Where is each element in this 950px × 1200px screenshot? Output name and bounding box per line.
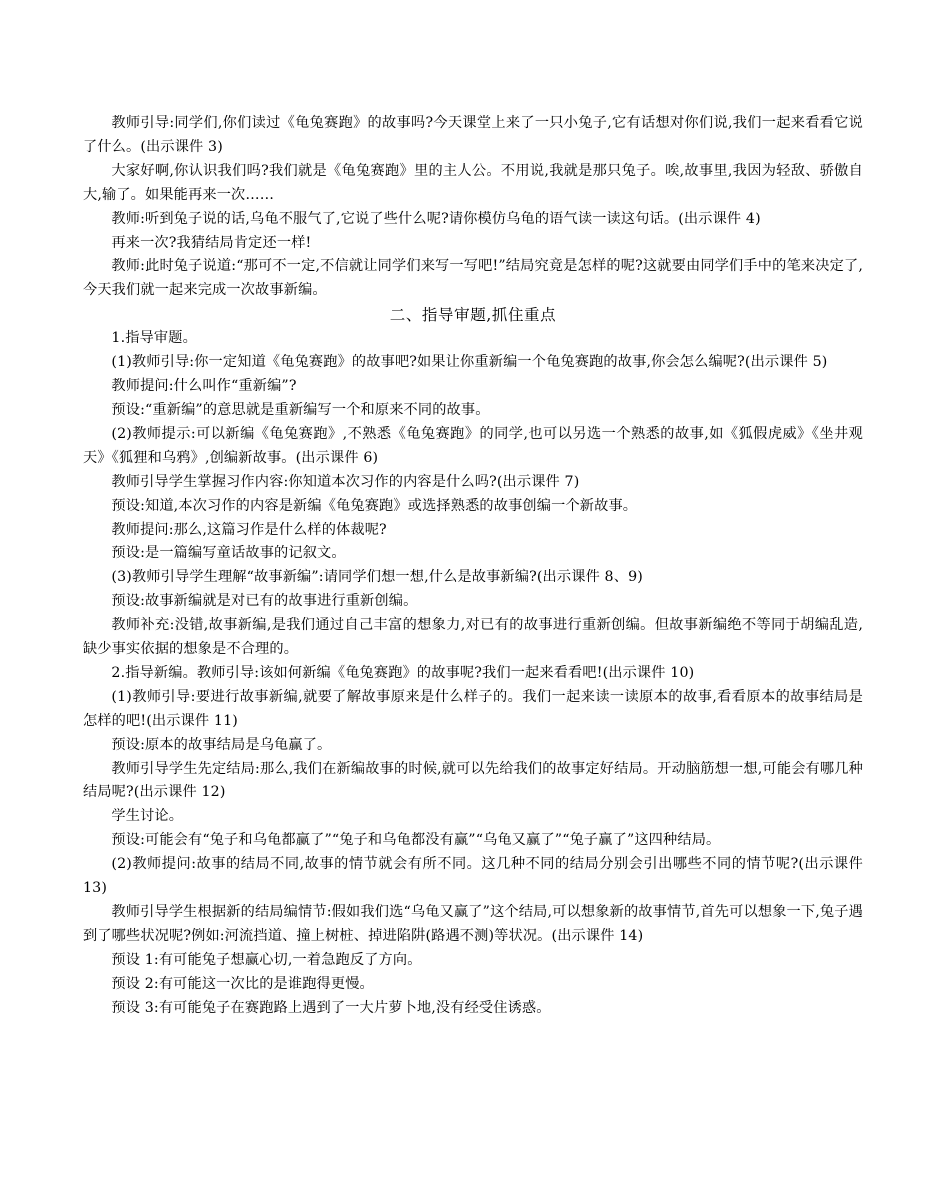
- intro-paragraph: 教师:听到兔子说的话,乌龟不服气了,它说了些什么呢?请你模仿乌龟的语气读一读这句话。(出示课件 4): [111, 210, 761, 227]
- body-paragraph: 预设:故事新编就是对已有的故事进行重新创编。: [111, 593, 418, 610]
- body-paragraph: 教师引导学生先定结局:那么,我们在新编故事的时候,就可以先给我们的故事定好结局。开动脑筋想一想,可能会有哪几种结局呢?(出示课件 12): [83, 760, 863, 801]
- body-paragraph: 学生讨论。: [111, 808, 184, 825]
- body-paragraph: (2)教师提示:可以新编《龟兔赛跑》,不熟悉《龟兔赛跑》的同学,也可以另选一个熟悉的故事,如《狐假虎威》《坐井观天》《狐狸和乌鸦》,创编新故事。(出示课件 6): [83, 425, 863, 466]
- body-paragraph: (1)教师引导:你一定知道《龟兔赛跑》的故事吧?如果让你重新编一个龟兔赛跑的故事,你会怎么编呢?(出示课件 5): [111, 354, 828, 371]
- body-paragraph: 预设:可能会有“兔子和乌龟都赢了”“兔子和乌龟都没有赢”“乌龟又赢了”“兔子赢了”这四种结局。: [111, 832, 721, 849]
- body-paragraph: 预设:是一篇编写童话故事的记叙文。: [111, 545, 346, 562]
- body-paragraph: (3)教师引导学生理解“故事新编”:请同学们想一想,什么是故事新编?(出示课件 8、9): [111, 569, 643, 586]
- body-paragraph: 预设 3:有可能兔子在赛跑路上遇到了一大片萝卜地,没有经受住诱惑。: [111, 999, 551, 1016]
- document-page: [83, 112, 863, 1021]
- body-paragraph: (2)教师提问:故事的结局不同,故事的情节就会有所不同。这几种不同的结局分别会引出哪些不同的情节呢?(出示课件 13): [83, 856, 863, 897]
- body-paragraph: 教师提问:那么,这篇习作是什么样的体裁呢?: [111, 521, 387, 538]
- body-paragraph: 教师引导学生根据新的结局编情节:假如我们选“乌龟又赢了”这个结局,可以想象新的故事情节,首先可以想象一下,兔子遇到了哪些状况呢?例如:河流挡道、撞上树桩、掉进陷阱(路遇不测)等状况。(出示课件 14): [83, 904, 863, 944]
- body-paragraph: 预设:“重新编”的意思就是重新编写一个和原来不同的故事。: [111, 401, 490, 418]
- body-paragraph: 预设 1:有可能兔子想赢心切,一着急跑反了方向。: [111, 951, 422, 968]
- body-paragraph: 2.指导新编。教师引导:该如何新编《龟兔赛跑》的故事呢?我们一起来看看吧!(出示课件 10): [111, 664, 695, 681]
- body-paragraph: 教师提问:什么叫作“重新编”?: [111, 378, 297, 395]
- body-paragraph: 教师引导学生掌握习作内容:你知道本次习作的内容是什么吗?(出示课件 7): [111, 473, 580, 490]
- intro-paragraph: 再来一次?我猜结局肯定还一样!: [111, 234, 312, 251]
- body-paragraph: (1)教师引导:要进行故事新编,就要了解故事原来是什么样子的。我们一起来读一读原本的故事,看看原本的故事结局是怎样的吧!(出示课件 11): [83, 688, 863, 729]
- body-paragraph: 1.指导审题。: [111, 330, 197, 347]
- body-paragraph: 教师补充:没错,故事新编,是我们通过自己丰富的想象力,对已有的故事进行重新创编。但故事新编绝不等同于胡编乱造,缺少事实依据的想象是不合理的。: [83, 617, 863, 658]
- intro-paragraph: 教师引导:同学们,你们读过《龟兔赛跑》的故事吗?今天课堂上来了一只小兔子,它有话想对你们说,我们一起来看看它说了什么。(出示课件 3): [83, 115, 863, 155]
- body-paragraph: 预设:知道,本次习作的内容是新编《龟兔赛跑》或选择熟悉的故事创编一个新故事。: [111, 497, 638, 514]
- section-heading: 二、指导审题,抓住重点: [389, 306, 557, 325]
- body-paragraph: 预设:原本的故事结局是乌龟赢了。: [111, 736, 332, 753]
- intro-paragraph: 教师:此时兔子说道:“那可不一定,不信就让同学们来写一写吧!”结局究竟是怎样的呢?这就要由同学们手中的笔来决定了,今天我们就一起来完成一次故事新编。: [83, 258, 863, 299]
- intro-paragraph: 大家好啊,你认识我们吗?我们就是《龟兔赛跑》里的主人公。不用说,我就是那只兔子。唉,故事里,我因为轻敌、骄傲自大,输了。如果能再来一次……: [83, 162, 863, 203]
- body-paragraph: 预设 2:有可能这一次比的是谁跑得更慢。: [111, 975, 374, 992]
